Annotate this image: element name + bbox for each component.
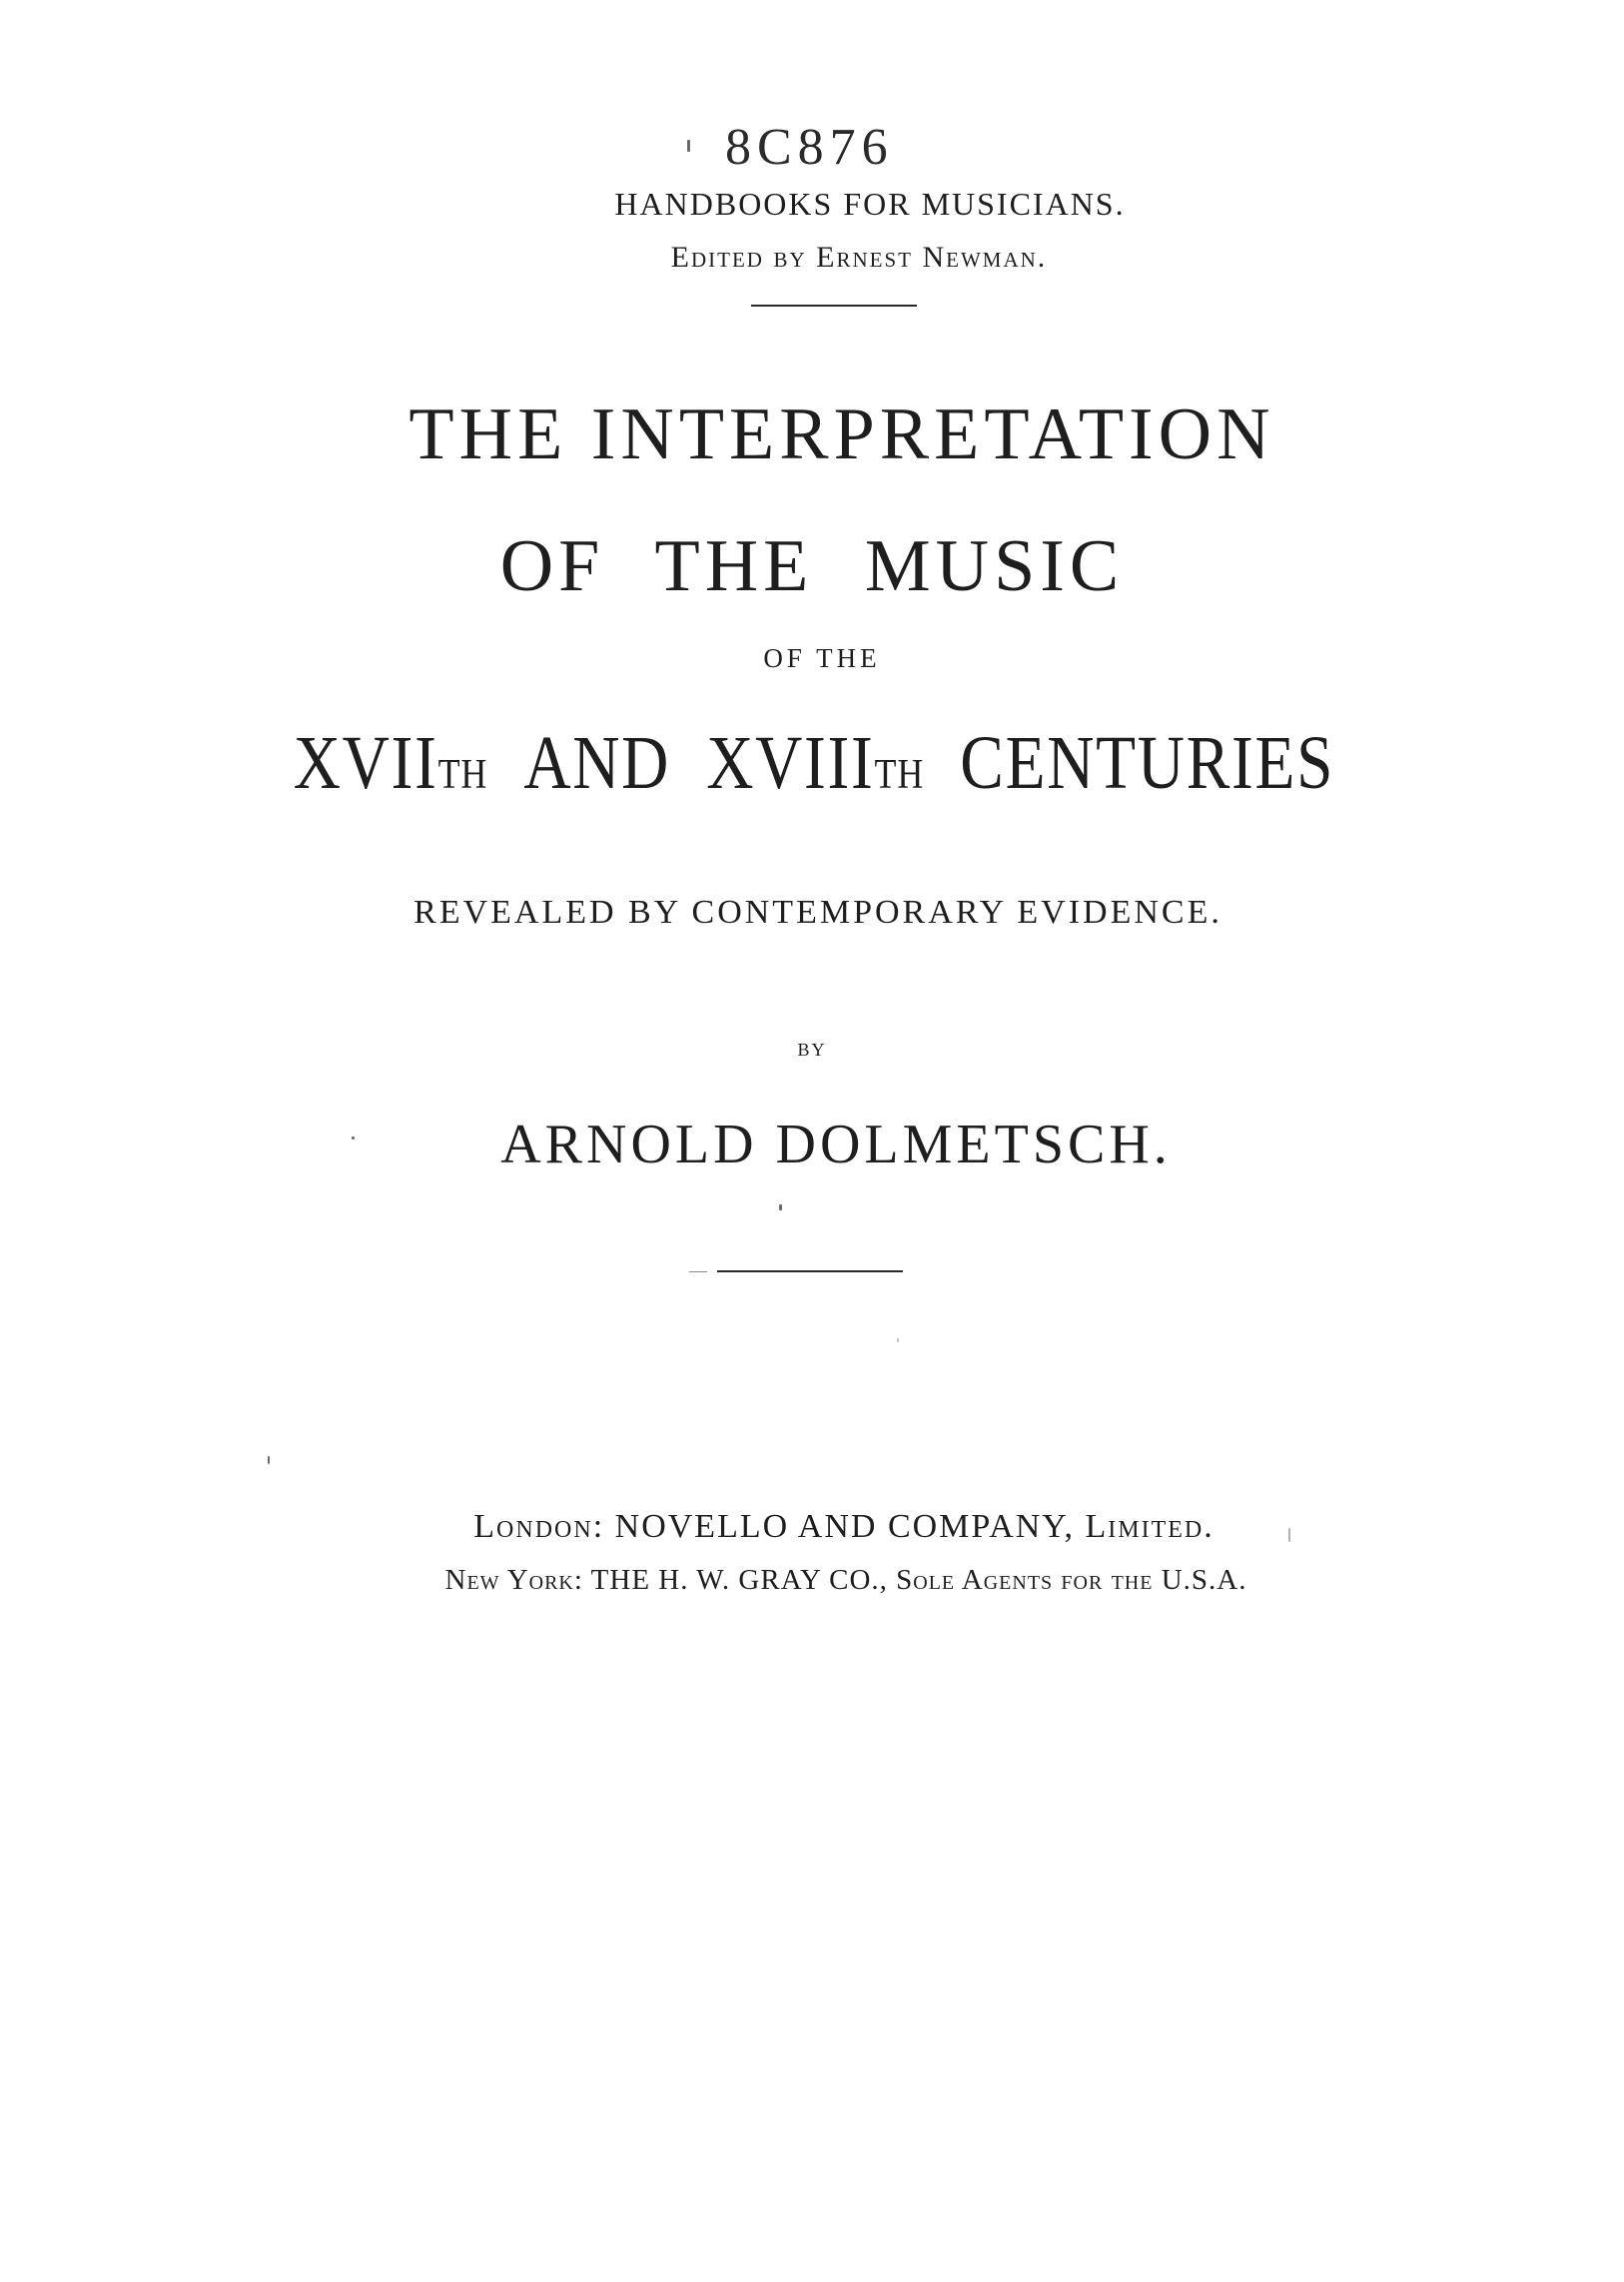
title-line-3: OF THE (763, 643, 881, 673)
publisher-suffix: Limited. (1085, 1508, 1215, 1545)
scan-speck (268, 1456, 270, 1464)
editor-prefix: Edited by (670, 241, 807, 274)
author-name: ARNOLD DOLMETSCH. (500, 1114, 1172, 1175)
agents-suffix: Sole Agents for the U.S.A. (896, 1564, 1247, 1596)
subtitle: REVEALED BY CONTEMPORARY EVIDENCE. (413, 894, 1222, 931)
title-line-4 (116, 721, 1512, 805)
title-word-and: AND (523, 721, 671, 805)
title-line-2 (0, 525, 1624, 607)
publisher-city: London: (473, 1508, 605, 1545)
century-xviii: XVIII (706, 721, 875, 805)
bottom-rule (717, 1270, 903, 1272)
title-word-of: OF (499, 525, 605, 607)
series-title: HANDBOOKS FOR MUSICIANS. (614, 186, 1126, 222)
scan-speck (779, 1204, 782, 1210)
shelfmark-number: 8C876 (725, 119, 894, 176)
bottom-rule-fragment (689, 1271, 707, 1272)
scan-speck (352, 1137, 355, 1140)
publisher-line (32, 1510, 1624, 1544)
scan-speck (1288, 1528, 1290, 1542)
title-word-music: MUSIC (864, 525, 1125, 607)
scan-speck (897, 1338, 899, 1342)
agents-name: THE H. W. GRAY CO., (590, 1564, 888, 1596)
ordinal-suffix-2: TH (874, 752, 925, 798)
title-line-1: THE INTERPRETATION (408, 393, 1275, 475)
by-line: BY (797, 1040, 827, 1060)
ordinal-suffix-1: TH (437, 752, 488, 798)
publisher-name: NOVELLO AND COMPANY, (614, 1508, 1075, 1545)
title-word-centuries: CENTURIES (960, 721, 1335, 805)
editor-name: Ernest Newman. (816, 241, 1048, 274)
century-xvii: XVII (293, 721, 438, 805)
editor-line (47, 243, 1624, 273)
title-word-the: THE (654, 525, 814, 607)
top-rule (751, 305, 917, 307)
scan-speck (687, 140, 690, 152)
agents-city: New York: (444, 1564, 583, 1596)
agents-line (34, 1566, 1624, 1595)
